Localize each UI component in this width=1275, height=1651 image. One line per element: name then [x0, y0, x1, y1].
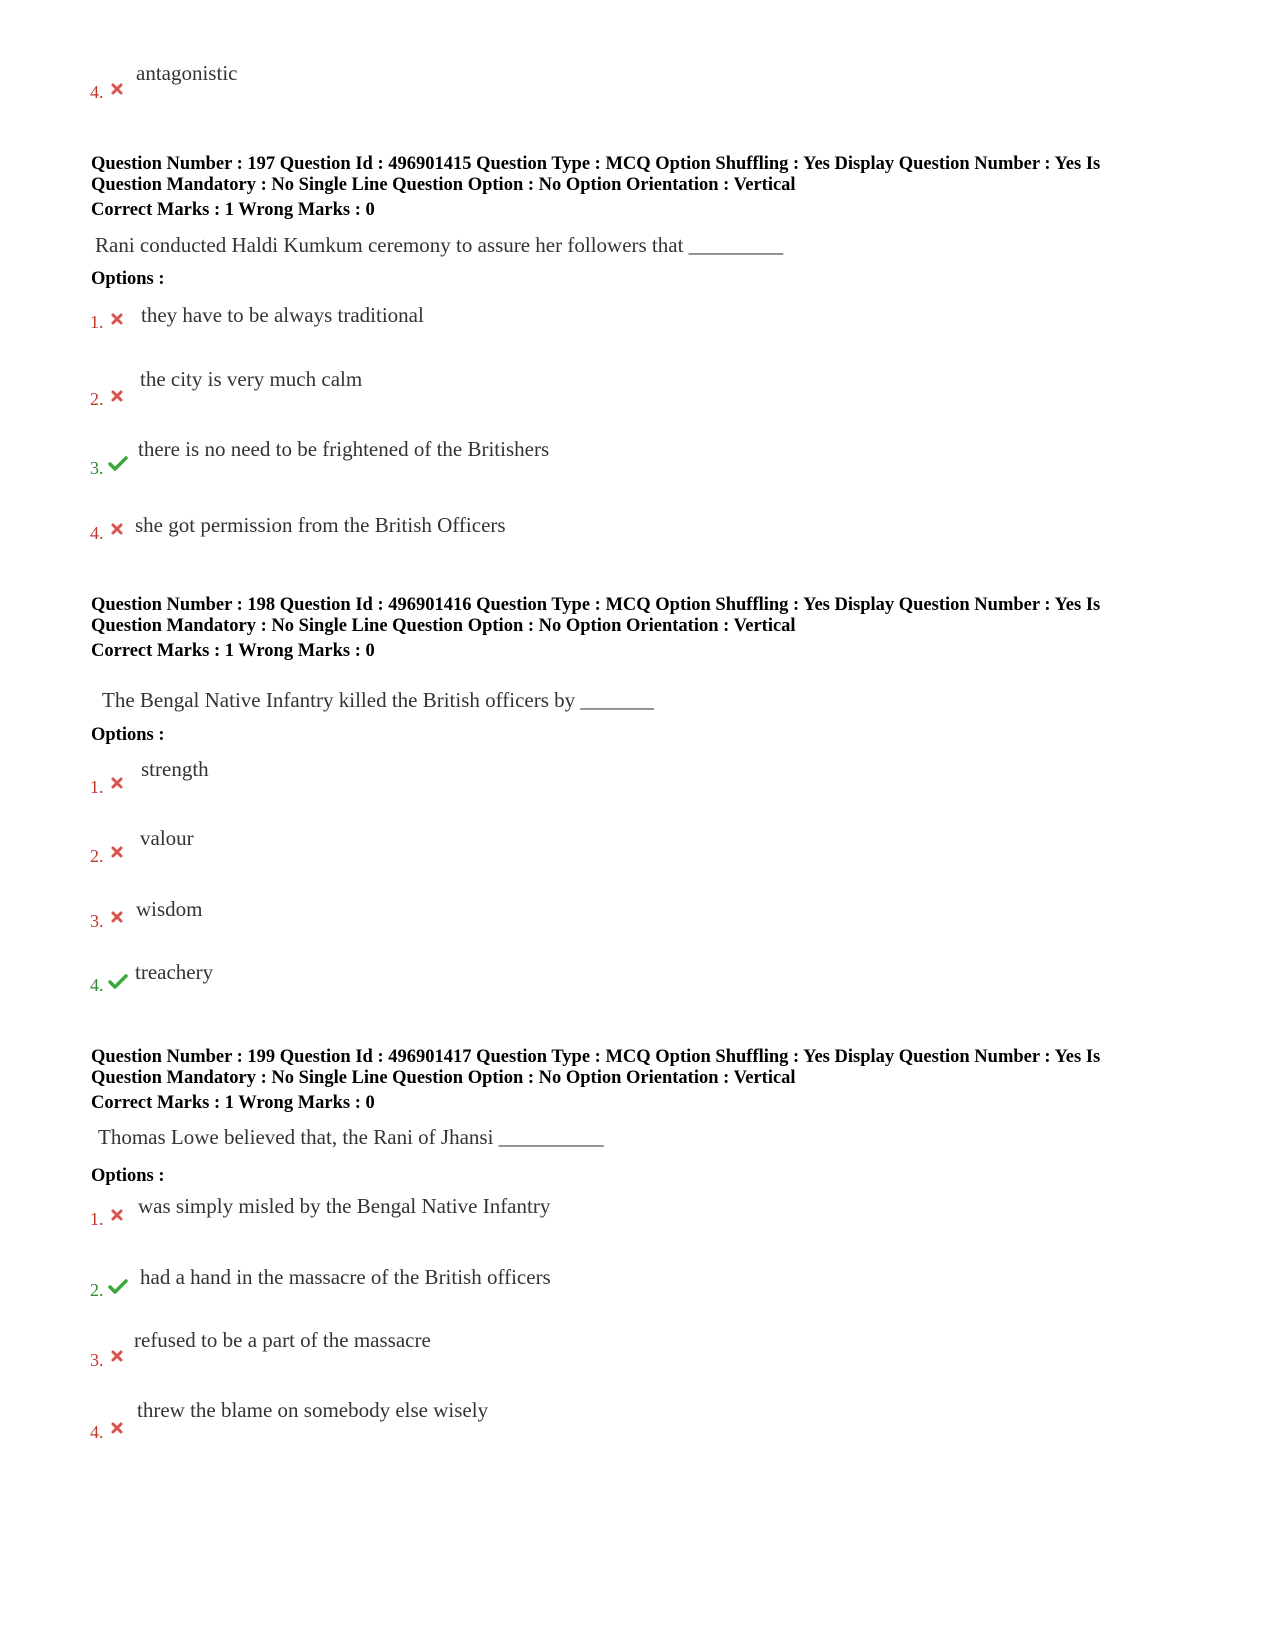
cross-icon [110, 389, 126, 405]
cross-icon [110, 82, 126, 98]
cross-icon [110, 312, 126, 328]
cross-icon [110, 1421, 126, 1437]
question-meta-line2: Question Mandatory : No Single Line Question Option : No Option Orientation : Vertical [91, 175, 796, 195]
option-number: 4. [90, 1422, 104, 1442]
cross-icon [110, 910, 126, 926]
question-marks: Correct Marks : 1 Wrong Marks : 0 [91, 200, 375, 220]
option-number: 1. [90, 1209, 104, 1229]
cross-icon [110, 1208, 126, 1224]
option-text: there is no need to be frightened of the Britishers [138, 437, 550, 461]
cross-icon [110, 1349, 126, 1365]
cross-icon [110, 776, 126, 792]
check-icon [108, 456, 124, 472]
option-text: was simply misled by the Bengal Native Infantry [138, 1194, 551, 1218]
question-marks: Correct Marks : 1 Wrong Marks : 0 [91, 641, 375, 661]
question-text: Thomas Lowe believed that, the Rani of Jhansi __________ [98, 1125, 604, 1149]
option-number: 4. [90, 82, 104, 102]
option-text: valour [140, 826, 194, 850]
check-icon [108, 974, 124, 990]
check-icon [108, 1279, 124, 1295]
options-label: Options : [91, 269, 165, 289]
option-number: 2. [90, 389, 104, 409]
question-meta-line1: Question Number : 197 Question Id : 496901415 Question Type : MCQ Option Shuffling : Yes Display Question Number : Yes Is [91, 154, 1101, 174]
question-meta-line2: Question Mandatory : No Single Line Question Option : No Option Orientation : Vertical [91, 616, 796, 636]
option-number: 2. [90, 846, 104, 866]
question-marks: Correct Marks : 1 Wrong Marks : 0 [91, 1093, 375, 1113]
option-number: 2. [90, 1280, 104, 1300]
question-meta-line1: Question Number : 199 Question Id : 496901417 Question Type : MCQ Option Shuffling : Yes Display Question Number : Yes Is [91, 1047, 1101, 1067]
option-text: they have to be always traditional [141, 303, 424, 327]
question-text: Rani conducted Haldi Kumkum ceremony to assure her followers that _________ [95, 233, 784, 257]
option-number: 3. [90, 1350, 104, 1370]
option-text: refused to be a part of the massacre [134, 1328, 431, 1352]
option-text: threw the blame on somebody else wisely [137, 1398, 489, 1422]
question-meta-line1: Question Number : 198 Question Id : 496901416 Question Type : MCQ Option Shuffling : Yes Display Question Number : Yes Is [91, 595, 1101, 615]
option-text: strength [141, 757, 209, 781]
options-label: Options : [91, 1166, 165, 1186]
option-text: she got permission from the British Officers [135, 513, 506, 537]
option-number: 1. [90, 777, 104, 797]
option-number: 4. [90, 523, 104, 543]
options-label: Options : [91, 725, 165, 745]
question-meta-line2: Question Mandatory : No Single Line Question Option : No Option Orientation : Vertical [91, 1068, 796, 1088]
cross-icon [110, 522, 126, 538]
option-number: 1. [90, 312, 104, 332]
option-text: had a hand in the massacre of the British officers [140, 1265, 551, 1289]
option-number: 3. [90, 458, 104, 478]
option-text: the city is very much calm [140, 367, 363, 391]
option-number: 3. [90, 911, 104, 931]
option-text: treachery [135, 960, 214, 984]
question-text: The Bengal Native Infantry killed the British officers by _______ [102, 688, 654, 712]
option-text: antagonistic [136, 61, 238, 85]
option-text: wisdom [136, 897, 203, 921]
cross-icon [110, 845, 126, 861]
option-number: 4. [90, 975, 104, 995]
